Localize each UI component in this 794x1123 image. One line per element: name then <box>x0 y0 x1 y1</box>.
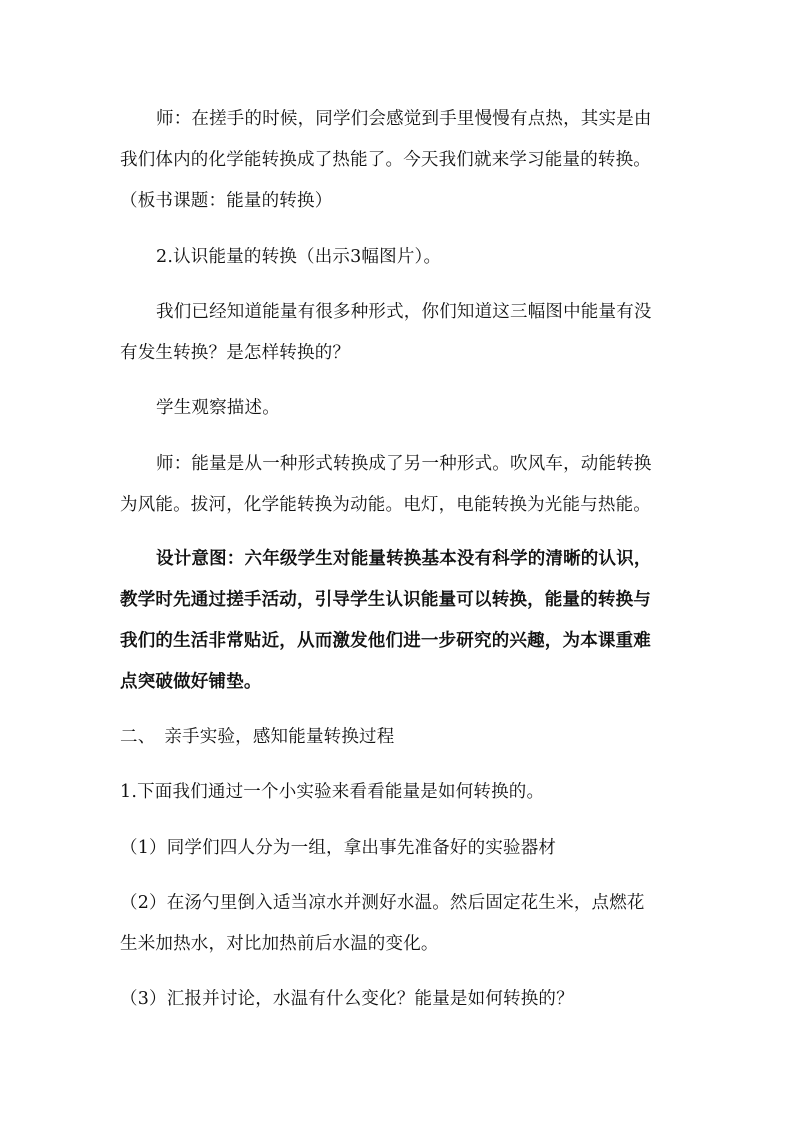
paragraph-2-line-1: 2.认识能量的转换（出示3幅图片）。 <box>156 247 442 267</box>
substep-2-line-2: 生米加热水，对比加热前后水温的变化。 <box>120 934 439 954</box>
paragraph-3-line-1: 我们已经知道能量有很多种形式，你们知道这三幅图中能量有没 <box>156 302 652 322</box>
substep-3-line: （3）汇报并讨论，水温有什么变化？能量是如何转换的？ <box>120 989 574 1009</box>
paragraph-5-line-1: 师：能量是从一种形式转换成了另一种形式。吹风车，动能转换 <box>156 454 652 474</box>
paragraph-1-line-1: 师：在搓手的时候，同学们会感觉到手里慢慢有点热，其实是由 <box>156 109 652 129</box>
substep-1-line: （1）同学们四人分为一组，拿出事先准备好的实验器材 <box>120 838 557 858</box>
paragraph-1-line-2: 我们体内的化学能转换成了热能了。今天我们就来学习能量的转换。 <box>120 150 651 170</box>
paragraph-3-line-2: 有发生转换？是怎样转换的？ <box>120 343 351 363</box>
design-intent-line-2: 教学时先通过搓手活动，引导学生认识能量可以转换，能量的转换与 <box>120 590 651 610</box>
design-intent-line-1: 设计意图：六年级学生对能量转换基本没有科学的清晰的认识， <box>156 549 652 569</box>
design-intent-line-4: 点突破做好铺垫。 <box>120 672 262 692</box>
design-intent-line-3: 我们的生活非常贴近，从而激发他们进一步研究的兴趣，为本课重难 <box>120 631 651 651</box>
paragraph-5-line-2: 为风能。拔河，化学能转换为动能。电灯，电能转换为光能与热能。 <box>120 495 651 515</box>
paragraph-4-line-1: 学生观察描述。 <box>156 398 280 418</box>
section-heading-2: 二、 亲手实验，感知能量转换过程 <box>120 727 395 747</box>
step-1-line: 1.下面我们通过一个小实验来看看能量是如何转换的。 <box>120 782 545 802</box>
substep-2-line-1: （2）在汤勺里倒入适当凉水并测好水温。然后固定花生米，点燃花 <box>120 893 645 913</box>
paragraph-1-line-3: （板书课题：能量的转换） <box>120 191 333 211</box>
